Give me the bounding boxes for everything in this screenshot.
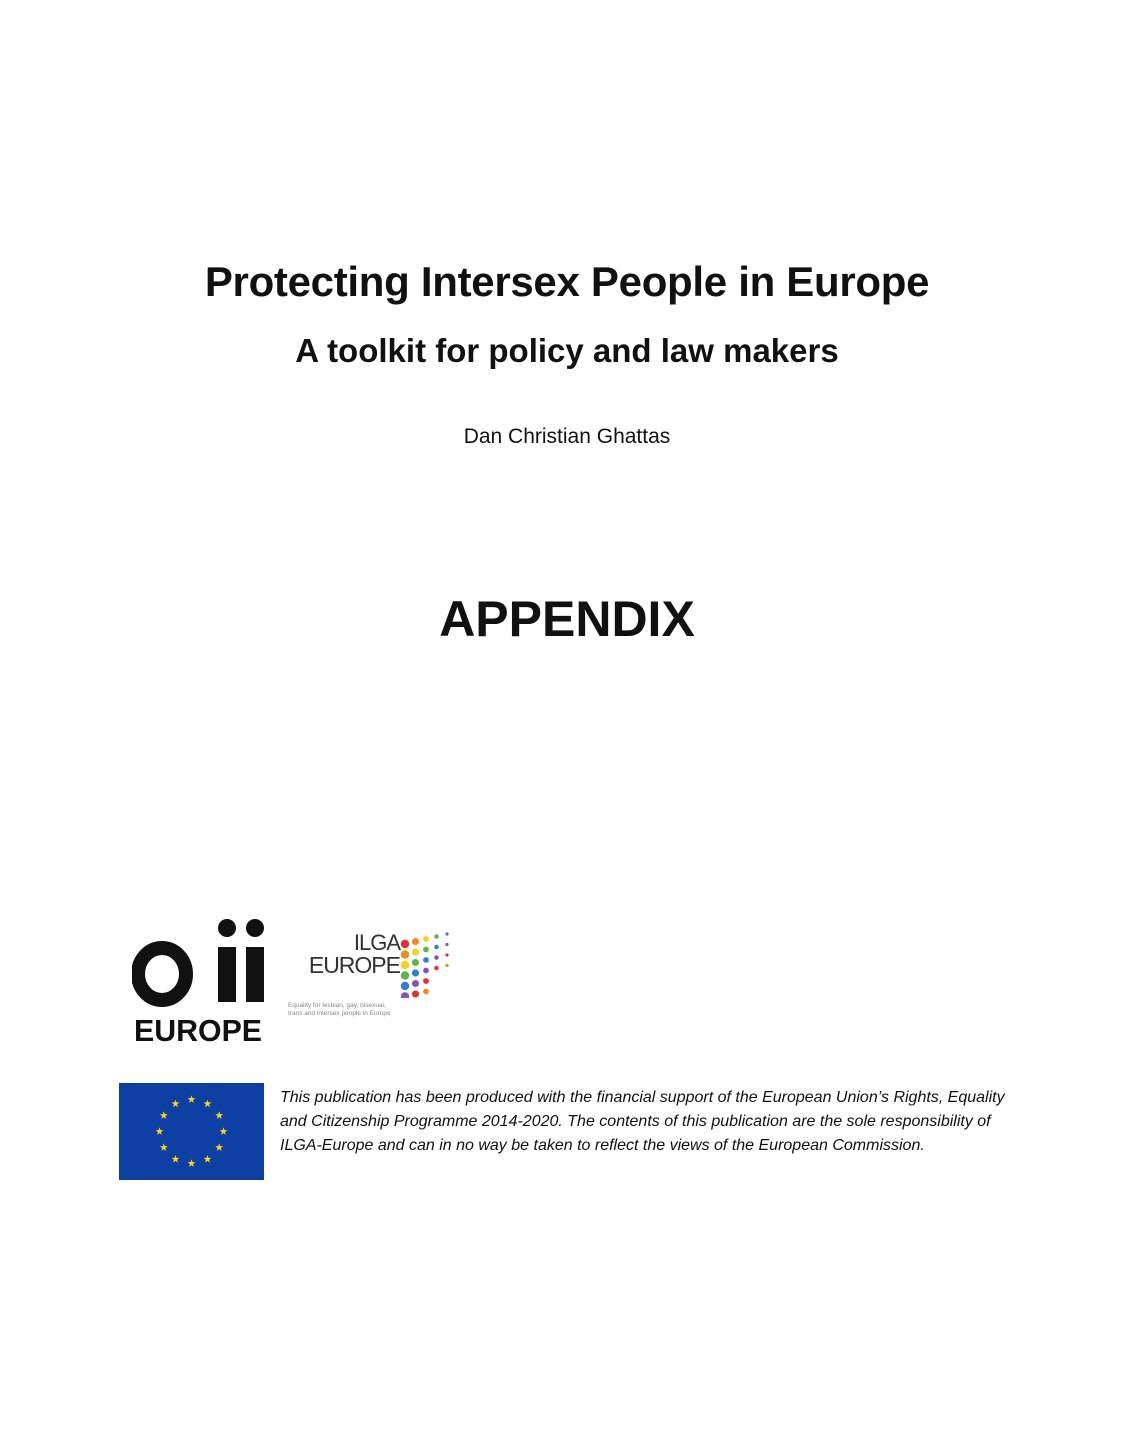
rainbow-dot <box>434 945 439 950</box>
section-heading: APPENDIX <box>439 591 695 647</box>
rainbow-dot <box>412 969 419 976</box>
rainbow-dot <box>445 964 448 967</box>
rainbow-dot <box>401 971 409 979</box>
ilga-europe-logo <box>284 932 466 1032</box>
rainbow-dot <box>401 940 409 948</box>
rainbow-dot <box>423 989 429 995</box>
eu-flag-graphic <box>119 1083 264 1180</box>
rainbow-dot <box>423 936 429 942</box>
rainbow-dot <box>423 947 429 953</box>
ilga-wordmark <box>284 932 400 976</box>
rainbow-dot <box>401 992 409 998</box>
eu-flag-icon <box>119 1083 264 1180</box>
rainbow-dot <box>445 943 448 946</box>
rainbow-dot <box>412 938 419 945</box>
funding-disclaimer: This publication has been produced with the financial support of the European Union’s Rights, Equality and Citizenship Programme 2014-2020. The contents of this publication are the sole responsibility of ILGA-Europe and can in no way be taken to reflect the views of the European Commission. <box>280 1089 1005 1154</box>
rainbow-dot <box>423 968 429 974</box>
document-subtitle: A toolkit for policy and law makers <box>295 332 839 369</box>
rainbow-dot <box>423 978 429 984</box>
ilga-wordmark-line1: ILGA <box>353 930 400 955</box>
rainbow-dot <box>434 955 439 960</box>
rainbow-dot <box>412 990 419 997</box>
oii-europe-logo <box>132 918 268 1046</box>
ilga-tagline: Equality for lesbian, gay, bisexual, trans and intersex people in Europe <box>288 1002 391 1017</box>
document-title: Protecting Intersex People in Europe <box>204 258 930 305</box>
rainbow-dot <box>423 957 429 963</box>
author-name: Dan Christian Ghattas <box>463 425 671 448</box>
rainbow-dots-icon <box>400 932 466 998</box>
rainbow-dot <box>401 950 409 958</box>
oii-europe-logo-mark <box>132 918 268 1046</box>
rainbow-dot <box>445 953 448 956</box>
rainbow-dot <box>445 932 448 935</box>
rainbow-dot <box>401 961 409 969</box>
rainbow-dot <box>412 948 419 955</box>
rainbow-dot <box>434 966 439 971</box>
rainbow-dot <box>434 934 439 939</box>
ilga-wordmark-line2: EUROPE <box>308 952 400 978</box>
oii-wordmark: EUROPE <box>134 1013 262 1046</box>
rainbow-dot <box>412 980 419 987</box>
rainbow-dot <box>412 959 419 966</box>
rainbow-dot <box>401 982 409 990</box>
